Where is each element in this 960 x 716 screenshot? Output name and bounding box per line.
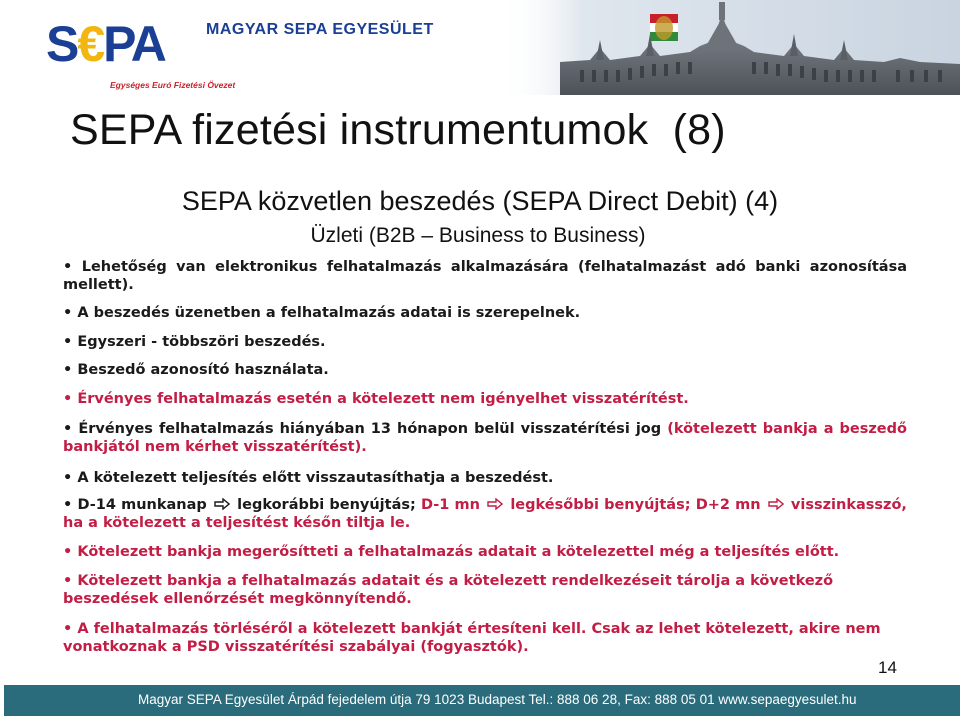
bullet-dot: • [63, 421, 73, 437]
bullet-text: Kötelezett bankja megerősítteti a felhatalmazás adatait a kötelezettel még a teljesítés előtt. [77, 544, 840, 560]
bullet-item [63, 543, 907, 561]
bullet-text-highlight: D+2 mn [695, 497, 761, 513]
bullet-dot: • [63, 470, 73, 486]
bullet-dot: • [63, 544, 73, 560]
bullet-item [63, 304, 907, 322]
bullet-dot: • [63, 497, 73, 513]
bullet-dot: • [63, 621, 73, 637]
bullet-text: D-14 munkanap [77, 497, 207, 513]
bullet-text: Egyszeri - többszöri beszedés. [77, 334, 326, 350]
bullet-text-highlight: visszinkasszó, ha a kötelezett a teljesítést későn tiltja le. [63, 497, 907, 531]
bullet-text: legkorábbi benyújtás; [237, 497, 416, 513]
bullet-item [63, 390, 907, 408]
slide-subtitle: SEPA közvetlen beszedés (SEPA Direct Debit) (4) [181, 186, 779, 216]
bullet-dot: • [63, 362, 73, 378]
sepa-logo [46, 16, 236, 90]
bullet-item [63, 258, 907, 294]
bullet-dot: • [63, 391, 73, 407]
arrow-right-outline-icon [487, 498, 503, 510]
bullet-text: A felhatalmazás törléséről a kötelezett bankját értesíteni kell. Csak az lehet kötelezett, akire nem vonatkoznak a PSD visszatérítési szabályai (fogyasztók). [63, 621, 881, 655]
bullet-text: Érvényes felhatalmazás hiányában 13 hónapon belül visszatérítési jog [78, 421, 662, 437]
footer-text: Magyar SEPA Egyesület Árpád fejedelem útja 79 1023 Budapest Tel.: 888 06 28, Fax: 888 05 01 www.sepaegyesulet.hu [138, 692, 857, 707]
bullet-dot: • [63, 259, 73, 275]
arrow-right-outline-icon [214, 498, 230, 510]
bullet-text: Érvényes felhatalmazás esetén a kötelezett nem igényelhet visszatérítést. [77, 391, 689, 407]
header-banner [0, 0, 960, 95]
bullet-text: Lehetőség van elektronikus felhatalmazás alkalmazására (felhatalmazást adó banki azonosítása mellett). [63, 259, 907, 293]
bullet-dot: • [63, 334, 73, 350]
arrow-right-outline-icon [768, 498, 784, 510]
bullet-item [63, 572, 907, 608]
bullet-dot: • [63, 305, 73, 321]
bullet-text: Beszedő azonosító használata. [77, 362, 329, 378]
bullet-text: A kötelezett teljesítés előtt visszautasíthatja a beszedést. [77, 470, 554, 486]
logo-text: S€PA [46, 16, 165, 72]
bullet-item [63, 620, 907, 656]
bullet-text-highlight: (kötelezett bankja a beszedő bankjától nem kérhet visszatérítést). [63, 421, 907, 455]
page-number: 14 [878, 658, 897, 677]
bullet-text: A beszedés üzenetben a felhatalmazás adatai is szerepelnek. [77, 305, 581, 321]
bullet-item [63, 469, 907, 487]
logo-subtitle: Egységes Euró Fizetési Övezet [110, 80, 236, 90]
bullet-item [63, 496, 907, 532]
bullet-text-highlight: D-1 mn [420, 497, 480, 513]
bullet-item [63, 420, 907, 456]
parliament-image [500, 0, 960, 95]
banner-title: MAGYAR SEPA EGYESÜLET [206, 21, 434, 38]
slide-title: SEPA fizetési instrumentumok (8) [70, 106, 726, 154]
bullet-text-highlight: legkésőbbi benyújtás; [510, 497, 691, 513]
footer-bar [4, 685, 960, 716]
bullet-dot: • [63, 573, 73, 589]
bullet-text: Kötelezett bankja a felhatalmazás adatait és a kötelezett rendelkezéseit tárolja a következő beszedések ellenőrzését megkönnyítendő. [63, 573, 834, 607]
bullet-item [63, 361, 907, 379]
bullet-item [63, 333, 907, 351]
slide-subsubtitle: Üzleti (B2B – Business to Business) [310, 224, 646, 247]
euro-sign-icon: € [77, 16, 104, 72]
